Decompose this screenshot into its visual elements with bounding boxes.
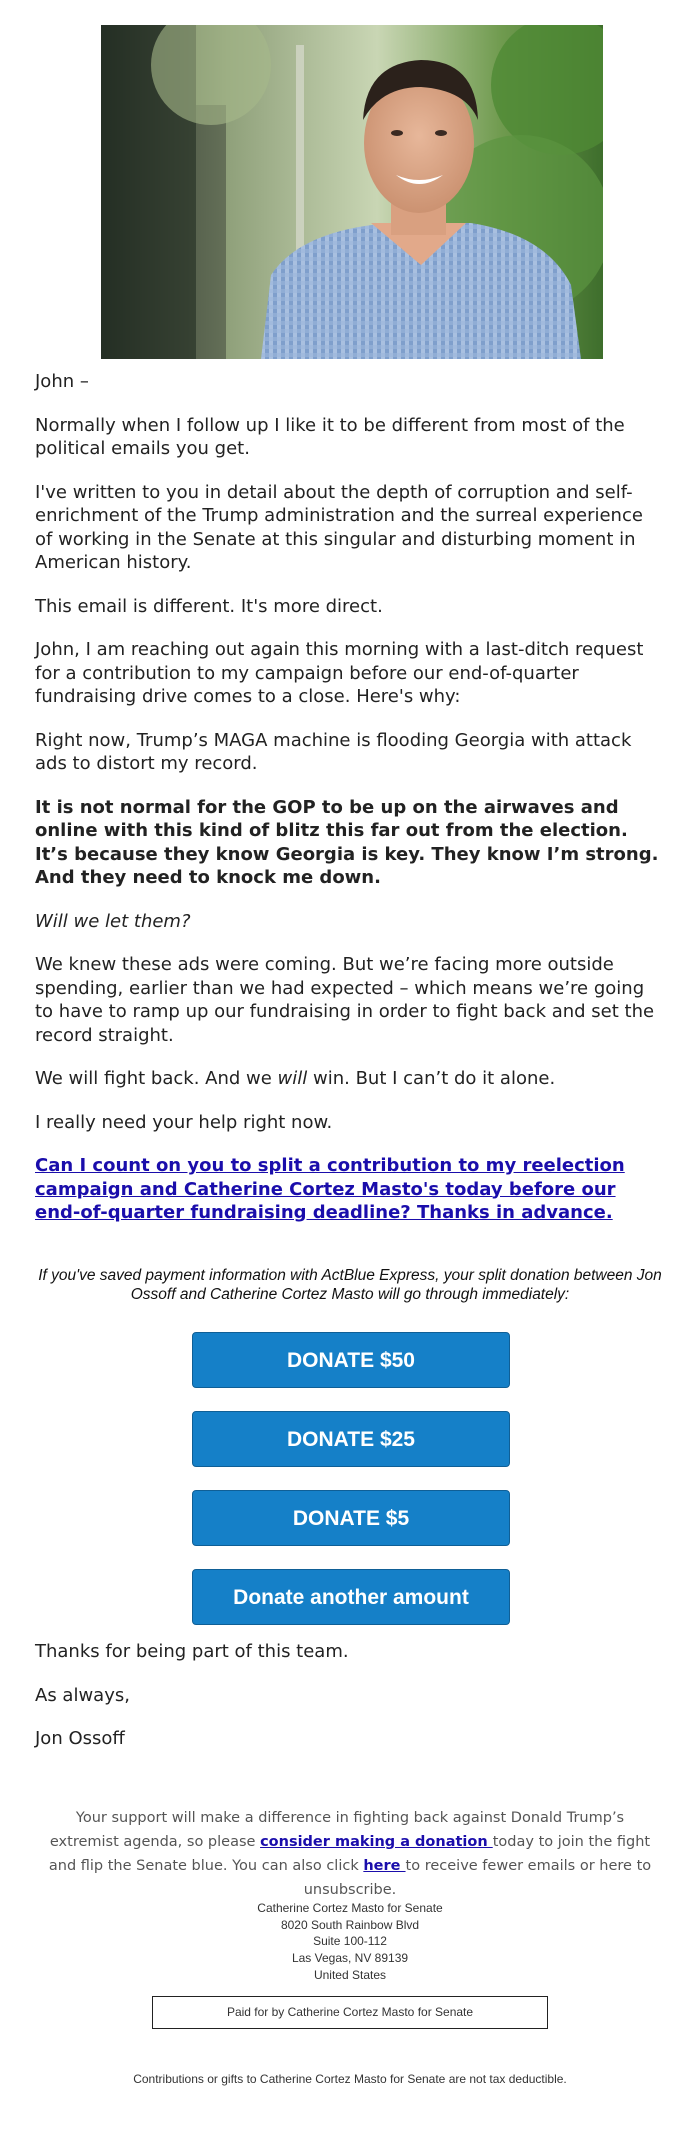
cta-paragraph xyxy=(35,1154,665,1225)
fewer-emails-link[interactable]: here xyxy=(363,1858,406,1874)
paragraph: I really need your help right now. xyxy=(35,1111,333,1133)
thanks-line: Thanks for being part of this team. xyxy=(35,1641,349,1662)
donate-5-button[interactable]: DONATE $5 xyxy=(192,1490,510,1546)
footer-fragment: to receive fewer emails or here to unsubscribe. xyxy=(303,1858,652,1898)
address-country: United States xyxy=(313,1967,387,1982)
letter-content xyxy=(35,370,665,1245)
donate-cta-link[interactable]: Can I count on you to split a contribution to my reelection campaign and Catherine Cortez Masto's today before our end-of-quarter fundraising deadline? Thanks in advance. xyxy=(35,1155,625,1223)
address-street: 8020 South Rainbow Blvd xyxy=(280,1917,420,1932)
closing-line: As always, xyxy=(35,1684,130,1706)
mailing-address xyxy=(0,1900,700,1984)
donate-25-button[interactable]: DONATE $25 xyxy=(192,1411,510,1467)
paragraph: We knew these ads were coming. But we’re facing more outside spending, earlier than we had expected – which means we’re going to have to ramp up our fundraising in order to fight back and set the record straight. xyxy=(35,954,655,1046)
address-city: Las Vegas, NV 89139 xyxy=(291,1951,409,1966)
footer-fragment: today to join the fight and flip the Senate blue. You can also click xyxy=(48,1834,651,1874)
footer-fragment: Your support will make a difference in fighting back against Donald Trump’s extremist agenda, so please xyxy=(49,1810,625,1850)
paragraph: Normally when I follow up I like it to be different from most of the political emails you get. xyxy=(35,414,625,459)
address-suite: Suite 100-112 xyxy=(313,1934,387,1949)
actblue-note: If you've saved payment information with ActBlue Express, your split donation between Jon Ossoff and Catherine Cortez Masto will go through immediately: xyxy=(38,1267,662,1303)
address-org: Catherine Cortez Masto for Senate xyxy=(257,1901,443,1915)
paragraph: This email is different. It's more direct. xyxy=(35,595,383,617)
paragraph: John, I am reaching out again this morning with a last-ditch request for a contribution to my campaign before our end-of-quarter fundraising drive comes to a close. Here's why: xyxy=(35,639,644,707)
footer-text xyxy=(40,1806,660,1902)
emphasis: will xyxy=(277,1068,308,1089)
donate-50-button[interactable]: DONATE $50 xyxy=(192,1332,510,1388)
donation-link[interactable]: consider making a donation xyxy=(260,1834,493,1850)
text-fragment: We will fight back. And we xyxy=(35,1068,278,1089)
greeting: John – xyxy=(35,371,89,392)
hero-photo xyxy=(101,25,603,359)
italic-question: Will we let them? xyxy=(35,910,191,932)
text-fragment: win. But I can’t do it alone. xyxy=(307,1068,556,1089)
bold-paragraph: It is not normal for the GOP to be up on the airwaves and online with this kind of blitz this far out from the election. It’s because they know Georgia is key. They know I’m strong. And they need to knock me down. xyxy=(35,796,659,888)
paragraph xyxy=(35,1067,665,1091)
paragraph: Right now, Trump’s MAGA machine is flooding Georgia with attack ads to distort my record. xyxy=(35,729,632,774)
paid-for-disclaimer: Paid for by Catherine Cortez Masto for Senate xyxy=(152,1996,548,2029)
tax-disclaimer: Contributions or gifts to Catherine Cortez Masto for Senate are not tax deductible. xyxy=(133,2072,567,2086)
signature-name: Jon Ossoff xyxy=(35,1728,125,1749)
donate-other-amount-button[interactable]: Donate another amount xyxy=(192,1569,510,1625)
paragraph: I've written to you in detail about the depth of corruption and self-enrichment of the Trump administration and the surreal experience of working in the Senate at this singular and disturbing moment in American history. xyxy=(35,481,643,573)
signoff xyxy=(35,1640,665,1771)
